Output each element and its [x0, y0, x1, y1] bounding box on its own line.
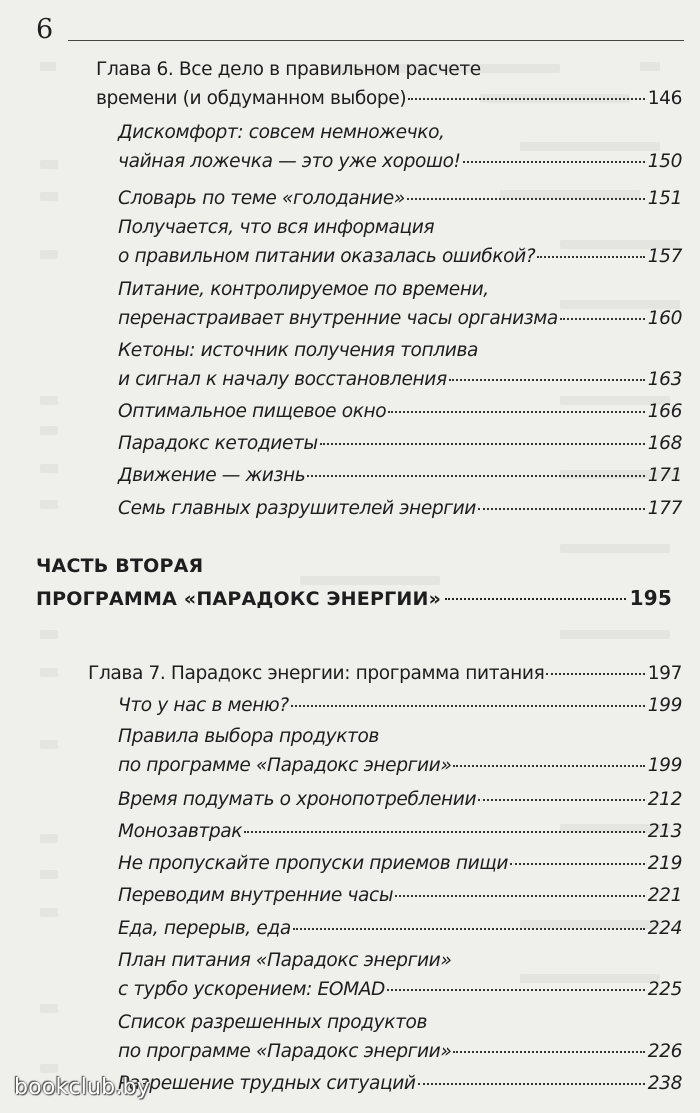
dot-leader [478, 798, 645, 801]
toc-entry[interactable] [118, 914, 682, 943]
dot-leader [537, 255, 644, 258]
toc-page-number: 221 [647, 885, 682, 906]
toc-page-number: 199 [647, 695, 682, 716]
toc-page-number: 160 [647, 308, 682, 329]
toc-part-two[interactable] [36, 550, 672, 614]
dot-leader [418, 1082, 645, 1085]
toc-entry-line: Питание, контролируемое по времени, [118, 279, 489, 300]
toc-entry-line: перенастраивает внутренние часы организма [118, 308, 558, 329]
toc-entry-line: Что у нас в меню? [118, 695, 289, 716]
toc-entry-line: Словарь по теме «голодание» [118, 188, 405, 209]
toc-entry[interactable] [118, 429, 682, 458]
toc-entry[interactable] [118, 461, 682, 490]
toc-page-number: 213 [647, 821, 682, 842]
toc-entry[interactable] [118, 336, 682, 394]
toc-entry-line: по программе «Парадокс энергии» [118, 755, 452, 776]
dot-leader [387, 988, 645, 991]
toc-page-number: 151 [647, 188, 682, 209]
toc-entry-line: Еда, перерыв, еда [118, 918, 291, 939]
dot-leader [445, 598, 626, 600]
dot-leader [244, 830, 645, 833]
toc-entry-line: с турбо ускорением: EOMAD [118, 979, 385, 1000]
toc-entry[interactable] [118, 722, 682, 780]
toc-entry-line: Не пропускайте пропуски приемов пищи [118, 853, 509, 874]
toc-page-number: 163 [647, 369, 682, 390]
toc-part-line: ЧАСТЬ ВТОРАЯ [36, 555, 204, 577]
toc-entry-line: и сигнал к началу восстановления [118, 369, 447, 390]
toc-page-number: 166 [647, 401, 682, 422]
toc-entry-line: по программе «Парадокс энергии» [118, 1041, 452, 1062]
toc-page-number: 199 [647, 755, 682, 776]
toc-entry-line: Время подумать о хронопотреблении [118, 789, 477, 810]
toc-page-number: 224 [647, 918, 682, 939]
toc-entry-line: Монозавтрак [118, 821, 243, 842]
toc-entry-line: План питания «Парадокс энергии» [118, 950, 452, 971]
dot-leader [453, 1050, 644, 1053]
page-number: 6 [36, 14, 54, 45]
toc-entry-line: о правильном питании оказалась ошибкой? [118, 246, 536, 267]
toc-entry-line: Переводим внутренние часы [118, 885, 394, 906]
dot-leader [395, 894, 645, 897]
toc-entry-line: Правила выбора продуктов [118, 726, 379, 747]
toc-entry-line: Кетоны: источник получения топлива [118, 340, 479, 361]
toc-entry[interactable] [118, 1069, 682, 1098]
site-watermark: bookclub.by [14, 1075, 150, 1100]
toc-entry-line: Оптимальное пищевое окно [118, 401, 387, 422]
toc-page-number: 238 [647, 1073, 682, 1094]
dot-leader [293, 927, 645, 930]
toc-entry[interactable] [118, 397, 682, 426]
toc-entry-line: Семь главных разрушителей энергии [118, 498, 476, 519]
toc-page-number: 219 [647, 853, 682, 874]
toc-entry[interactable] [118, 946, 682, 1004]
toc-entry-line: Глава 6. Все дело в правильном расчете [96, 59, 481, 80]
toc-entry-line: Дискомфорт: совсем немножечко, [118, 122, 445, 143]
toc-entry-line: чайная ложечка — это уже хорошо! [118, 151, 461, 172]
toc-entry-line: Глава 7. Парадокс энергии: программа питания [88, 663, 545, 684]
toc-entry-line: времени (и обдуманном выборе) [96, 88, 407, 109]
toc-page-number: 195 [629, 586, 672, 610]
toc-page-number: 177 [647, 498, 682, 519]
toc-entry[interactable] [118, 184, 682, 213]
toc-entry[interactable] [118, 691, 682, 720]
toc-entry[interactable] [118, 275, 682, 333]
toc-entry-line: Разрешение трудных ситуаций [118, 1073, 416, 1094]
toc-page-number: 150 [647, 151, 682, 172]
toc-entry[interactable] [118, 785, 682, 814]
dot-leader [291, 704, 645, 707]
toc-entry[interactable] [118, 881, 682, 910]
toc-page-number: 225 [647, 979, 682, 1000]
toc-chapter-7[interactable] [88, 659, 682, 688]
toc-entry-line: Движение — жизнь [118, 465, 306, 486]
dot-leader [510, 862, 645, 865]
toc-entry[interactable] [118, 213, 682, 271]
toc-part-line: ПРОГРАММА «ПАРАДОКС ЭНЕРГИИ» [36, 588, 442, 610]
toc-entry[interactable] [118, 817, 682, 846]
toc-entry[interactable] [118, 849, 682, 878]
header-rule [68, 40, 684, 41]
toc-entry[interactable] [118, 118, 682, 176]
dot-leader [546, 672, 644, 675]
dot-leader [307, 474, 644, 477]
dot-leader [453, 764, 644, 767]
toc-entry-line: Список разрешенных продуктов [118, 1012, 428, 1033]
dot-leader [408, 97, 645, 100]
toc-page-number: 168 [647, 433, 682, 454]
dot-leader [478, 507, 645, 510]
dot-leader [463, 160, 645, 163]
dot-leader [449, 378, 645, 381]
toc-page-number: 157 [647, 246, 682, 267]
dot-leader [388, 410, 644, 413]
toc-entry-line: Получается, что вся информация [118, 217, 435, 238]
toc-page-number: 226 [647, 1041, 682, 1062]
toc-entry-line: Парадокс кетодиеты [118, 433, 318, 454]
toc-page-number: 197 [647, 663, 682, 684]
dot-leader [560, 317, 645, 320]
toc-page-number: 146 [647, 88, 682, 109]
dot-leader [320, 442, 645, 445]
dot-leader [407, 197, 645, 200]
toc-entry[interactable] [118, 494, 682, 523]
toc-chapter-6[interactable] [96, 55, 682, 113]
toc-page-number: 212 [647, 789, 682, 810]
toc-page-number: 171 [647, 465, 682, 486]
toc-entry[interactable] [118, 1008, 682, 1066]
